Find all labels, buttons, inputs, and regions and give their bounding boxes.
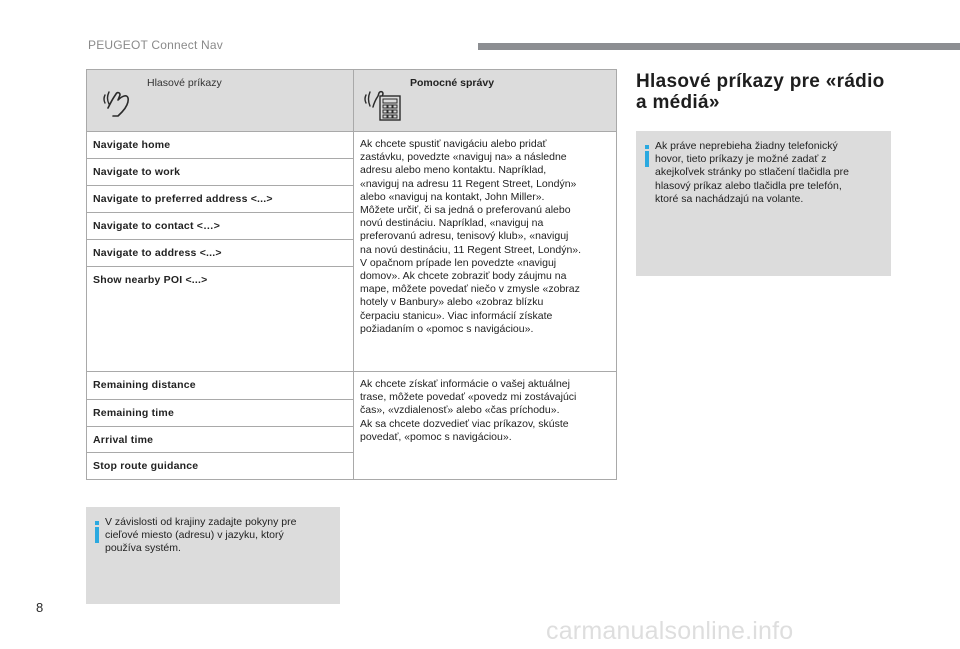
help-line: mape, môžete povedať niečo v zmysle «zobraz — [360, 283, 580, 296]
help-line: Ak chcete spustiť navigáciu alebo pridať — [360, 138, 547, 150]
watermark: carmanualsonline.info — [546, 617, 794, 645]
help-line: povedať, «pomoc s navigáciou». — [360, 430, 512, 443]
info-icon — [645, 145, 649, 167]
command-navigate-home: Navigate home — [87, 132, 354, 158]
section-title-line: Hlasové príkazy pre «rádio — [636, 71, 885, 92]
command-navigate-work: Navigate to work — [87, 158, 354, 185]
header-help-label: Pomocné správy — [410, 77, 495, 89]
note-line: V závislosti od krajiny zadajte pokyny pre — [105, 516, 297, 528]
help-text-navigation — [354, 132, 616, 371]
note-line: akejkoľvek stránky po stlačení tlačidla pre — [655, 166, 849, 179]
help-line: preferovanú adresu, tenisový klub», «naviguj — [360, 230, 569, 243]
command-remaining-distance: Remaining distance — [87, 372, 354, 399]
header-title: PEUGEOT Connect Nav — [88, 38, 223, 52]
table-header-help — [354, 70, 616, 132]
voice-help-keypad-icon — [362, 81, 402, 123]
help-line: adresu alebo meno kontaktu. Napríklad, — [360, 164, 547, 177]
note-line: hovor, tieto príkazy je možné zadať z — [655, 153, 827, 166]
command-navigate-address: Navigate to address <...> — [87, 239, 354, 266]
section-title — [636, 71, 885, 113]
command-stop-route-guidance: Stop route guidance — [87, 452, 354, 479]
note-line: používa systém. — [105, 542, 181, 555]
note-line: cieľové miesto (adresu) v jazyku, ktorý — [105, 529, 284, 542]
help-line: alebo «naviguj na kontakt, John Miller». — [360, 190, 545, 203]
help-line: na novú destináciu, 11 Regent Street, Londýn». — [360, 243, 582, 256]
command-show-nearby-poi: Show nearby POI <...> — [87, 266, 354, 371]
page-number: 8 — [36, 600, 44, 615]
command-navigate-preferred-address: Navigate to preferred address <...> — [87, 185, 354, 212]
help-line: trase, môžete povedať «povedz mi zostávajúci — [360, 391, 577, 404]
help-line: hotely v Banbury» alebo «zobraz blízku — [360, 296, 544, 309]
help-line: požiadaním o «pomoc s navigáciou». — [360, 322, 534, 335]
help-text-route-info — [354, 372, 616, 479]
help-line: čerpaciu stanicu». Viac informácií získate — [360, 309, 553, 322]
help-line: zastávku, povedzte «naviguj na» a následne — [360, 151, 567, 164]
command-navigate-contact: Navigate to contact <…> — [87, 212, 354, 239]
voice-command-icon — [101, 82, 135, 120]
help-line: «naviguj na adresu 11 Regent Street, Londýn» — [360, 177, 577, 190]
section-title-line: a médiá» — [636, 92, 720, 113]
table-header-commands — [87, 70, 354, 132]
note-line: ktoré sa nachádzajú na volante. — [655, 192, 804, 205]
note-line: Ak práve neprebieha žiadny telefonický — [655, 140, 838, 152]
info-icon — [95, 521, 99, 543]
help-line: domov». Ak chcete zobraziť body záujmu na — [360, 270, 567, 283]
note-radio-media — [636, 131, 891, 276]
command-remaining-time: Remaining time — [87, 399, 354, 426]
help-line: čas», «vzdialenosť» alebo «čas príchodu». — [360, 404, 560, 417]
help-line: Ak chcete získať informácie o vašej aktuálnej — [360, 378, 570, 390]
note-line: hlasový príkaz alebo tlačidla pre telefón, — [655, 179, 842, 192]
note-language — [86, 507, 340, 604]
header-bar — [478, 43, 960, 50]
help-line: Ak sa chcete dozvedieť viac príkazov, skúste — [360, 417, 569, 430]
help-line: Môžete určiť, či sa jedná o preferovanú alebo — [360, 204, 571, 217]
help-line: novú destináciu. Napríklad, «naviguj na — [360, 217, 544, 230]
help-line: V opačnom prípade len povedzte «naviguj — [360, 256, 557, 269]
voice-commands-table — [86, 69, 617, 480]
header-commands-label: Hlasové príkazy — [147, 77, 222, 89]
command-arrival-time: Arrival time — [87, 426, 354, 452]
